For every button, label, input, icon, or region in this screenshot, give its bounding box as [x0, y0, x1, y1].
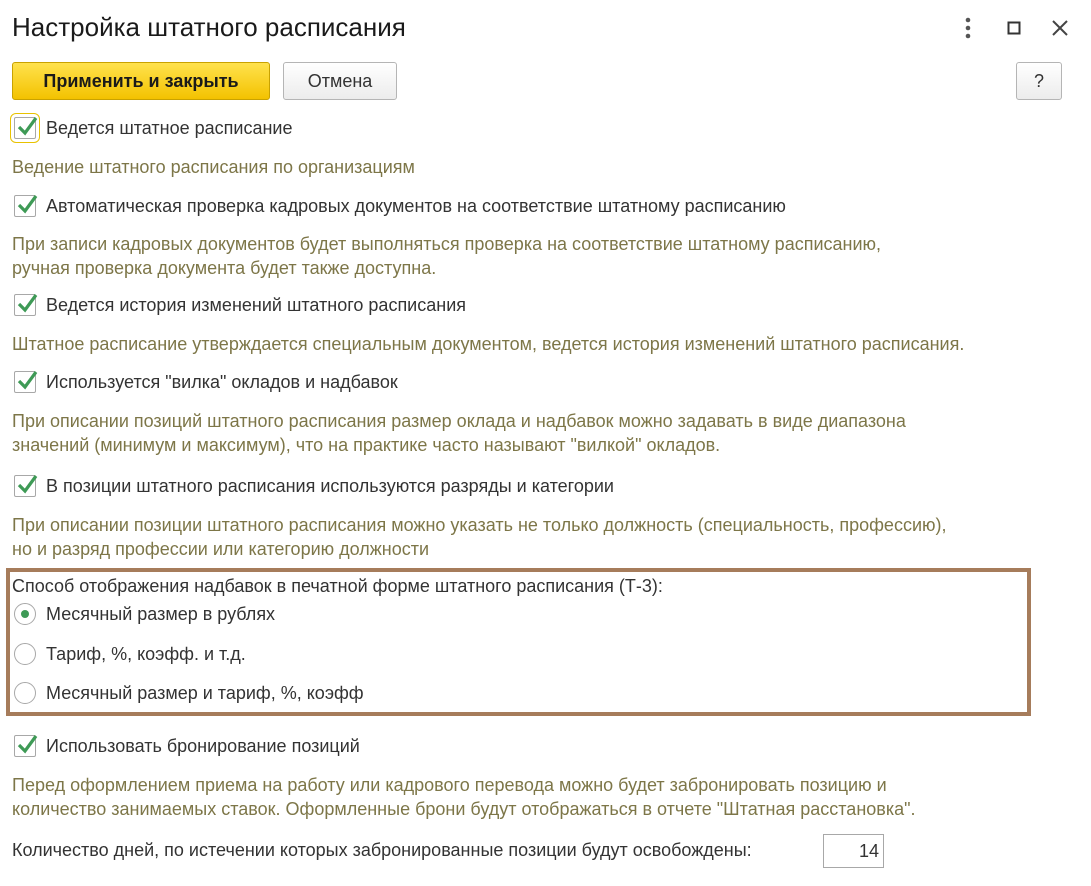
auto-check-hint: При записи кадровых документов будет выполняться проверка на соответствие штатному расписанию, ручная проверка документа будет также доступна.	[12, 234, 882, 278]
radio-monthly-and-tariff-label: Месячный размер и тариф, %, коэфф	[46, 682, 364, 703]
display-mode-option-monthly-and-tariff[interactable]	[14, 679, 364, 707]
maximize-icon[interactable]	[1000, 14, 1028, 42]
history-label: Ведется история изменений штатного расписания	[46, 294, 466, 315]
staffing-enabled-label: Ведется штатное расписание	[46, 117, 293, 138]
display-mode-option-tariff[interactable]	[14, 640, 246, 668]
check-icon	[16, 473, 38, 495]
grades-categories-checkbox[interactable]	[14, 475, 36, 497]
radio-tariff[interactable]	[14, 643, 36, 665]
check-icon	[16, 733, 38, 755]
auto-check-checkbox[interactable]	[14, 195, 36, 217]
display-mode-title: Способ отображения надбавок в печатной форме штатного расписания (Т-3):	[12, 576, 663, 596]
more-icon[interactable]	[954, 14, 982, 42]
help-button[interactable]: ?	[1016, 62, 1062, 100]
radio-tariff-label: Тариф, %, коэфф. и т.д.	[46, 643, 246, 664]
radio-monthly-and-tariff[interactable]	[14, 682, 36, 704]
history-checkbox[interactable]	[14, 294, 36, 316]
setting-staffing-enabled[interactable]	[14, 114, 292, 142]
reservation-days-label: Количество дней, по истечении которых забронированные позиции будут освобождены:	[12, 840, 752, 860]
check-icon	[16, 369, 38, 391]
grades-categories-hint: При описании позиции штатного расписания можно указать не только должность (специальность, профессию), но и разряд профессии или категорию должности	[12, 515, 947, 559]
check-icon	[16, 115, 38, 137]
reservation-days-input[interactable]	[823, 834, 884, 868]
apply-and-close-button[interactable]: Применить и закрыть	[12, 62, 270, 100]
history-hint: Штатное расписание утверждается специальным документом, ведется история изменений штатного расписания.	[12, 334, 965, 354]
reservation-checkbox[interactable]	[14, 735, 36, 757]
setting-grades-categories[interactable]	[14, 472, 614, 500]
radio-monthly-rubles-label: Месячный размер в рублях	[46, 603, 276, 624]
grades-categories-label: В позиции штатного расписания используются разряды и категории	[46, 475, 614, 496]
display-mode-option-monthly-rubles[interactable]	[14, 600, 275, 628]
setting-auto-check[interactable]	[14, 192, 786, 220]
radio-monthly-rubles[interactable]	[14, 603, 36, 625]
salary-range-checkbox[interactable]	[14, 371, 36, 393]
setting-salary-range[interactable]	[14, 368, 398, 396]
window-title: Настройка штатного расписания	[12, 12, 406, 42]
salary-range-hint: При описании позиций штатного расписания размер оклада и надбавок можно задавать в виде диапазона значений (минимум и максимум), что на практике часто называют "вилкой" окладов.	[12, 411, 906, 455]
check-icon	[16, 193, 38, 215]
staffing-enabled-hint: Ведение штатного расписания по организациям	[12, 157, 415, 177]
auto-check-label: Автоматическая проверка кадровых документов на соответствие штатному расписанию	[46, 195, 786, 216]
setting-reservation[interactable]	[14, 732, 360, 760]
salary-range-label: Используется "вилка" окладов и надбавок	[46, 371, 398, 392]
cancel-button[interactable]: Отмена	[283, 62, 397, 100]
staffing-enabled-checkbox[interactable]	[14, 117, 36, 139]
close-icon[interactable]	[1046, 14, 1074, 42]
setting-history[interactable]	[14, 291, 466, 319]
radio-selected-dot	[21, 610, 29, 618]
reservation-hint: Перед оформлением приема на работу или кадрового перевода можно будет забронировать позицию и количество занимаемых ставок. Оформленные брони будут отображаться в отчете "Штатная расстановка".	[12, 775, 916, 819]
check-icon	[16, 292, 38, 314]
reservation-label: Использовать бронирование позиций	[46, 735, 360, 756]
